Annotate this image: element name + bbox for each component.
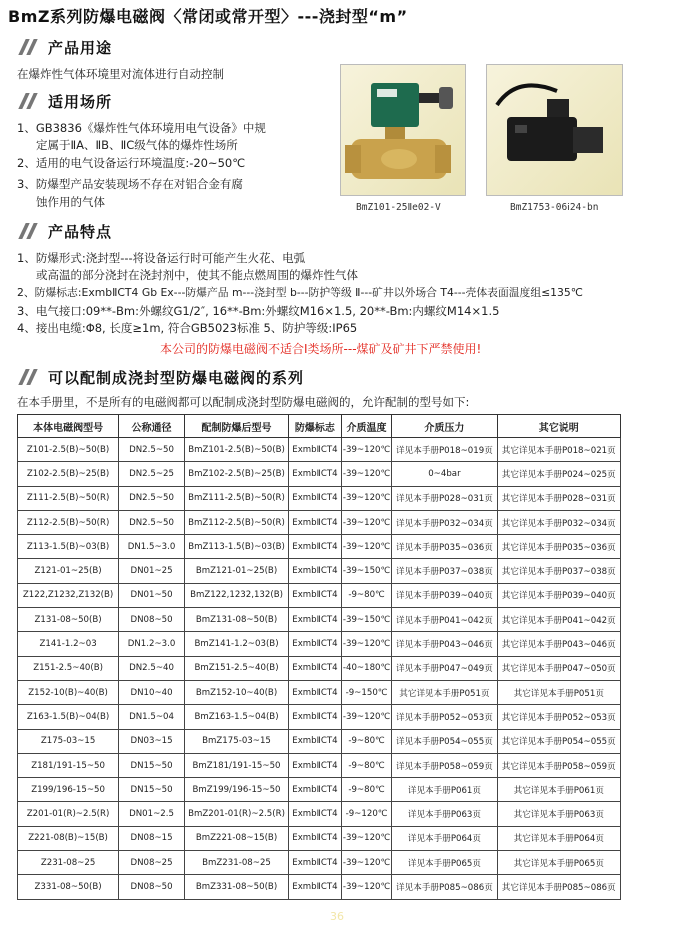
table-row [18,510,621,534]
table-cell: BmZ122,1232,132(B) [184,583,288,607]
table-cell: -39~150℃ [341,608,392,632]
table-cell: ExmbⅡCT4 [289,753,342,777]
table-cell: 详见本手册P032~034页 [392,510,497,534]
table-cell: Z231-08~25 [18,851,119,875]
column-header: 介质温度 [341,415,392,438]
table-row [18,486,621,510]
table-cell: 其它详见本手册P039~040页 [497,583,620,607]
product-photo-left [340,64,466,196]
table-cell: Z181/191-15~50 [18,753,119,777]
table-cell: Z201-01(R)~2.5(R) [18,802,119,826]
table-cell: 详见本手册P065页 [392,851,497,875]
table-row [18,462,621,486]
table-cell: -9~80℃ [341,753,392,777]
features-line: 2、防爆标志:ExmbⅡCT4 Gb Ex---防爆产品 m---浇封型 b---防护等级 Ⅱ---矿井以外场合 T4---壳体表面温度组≤135℃ [17,286,583,299]
table-row [18,535,621,559]
valve-illustration-icon [341,65,465,195]
section-heading-usage [18,36,112,58]
table-cell: 详见本手册P039~040页 [392,583,497,607]
table-cell: DN2.5~50 [119,438,185,462]
table-cell: BmZ152-10~40(B) [184,680,288,704]
table-cell: DN2.5~40 [119,656,185,680]
table-cell: 详见本手册P061页 [392,778,497,802]
features-line: 4、接出电缆:Φ8, 长度≥1m, 符合GB5023标准 5、防护等级:IP65 [17,321,358,335]
table-cell: 详见本手册P058~059页 [392,753,497,777]
table-row [18,583,621,607]
table-cell: Z199/196-15~50 [18,778,119,802]
table-cell: BmZ111-2.5(B)~50(R) [184,486,288,510]
table-cell: -39~150℃ [341,559,392,583]
table-cell: 其它详见本手册P028~031页 [497,486,620,510]
table-cell: 详见本手册P043~046页 [392,632,497,656]
table-cell: 其它详见本手册P051页 [392,680,497,704]
section-bars-icon [18,223,40,239]
table-cell: -9~80℃ [341,583,392,607]
table-cell: BmZ231-08~25 [184,851,288,875]
table-cell: 其它详见本手册P061页 [497,778,620,802]
table-cell: Z331-08~50(B) [18,875,119,899]
table-cell: ExmbⅡCT4 [289,559,342,583]
table-cell: 其它详见本手册P085~086页 [497,875,620,899]
table-cell: ExmbⅡCT4 [289,535,342,559]
table-row [18,826,621,850]
table-cell: 其它详见本手册P051页 [497,680,620,704]
table-row [18,608,621,632]
product-photo-right [486,64,623,196]
table-cell: BmZ181/191-15~50 [184,753,288,777]
table-cell: ExmbⅡCT4 [289,802,342,826]
table-cell: BmZ201-01(R)~2.5(R) [184,802,288,826]
table-cell: BmZ101-2.5(B)~50(B) [184,438,288,462]
table-cell: -9~120℃ [341,802,392,826]
table-cell: Z221-08(B)~15(B) [18,826,119,850]
table-cell: BmZ151-2.5~40(B) [184,656,288,680]
table-cell: 其它详见本手册P041~042页 [497,608,620,632]
table-cell: ExmbⅡCT4 [289,462,342,486]
table-cell: ExmbⅡCT4 [289,438,342,462]
table-row [18,729,621,753]
table-cell: ExmbⅡCT4 [289,486,342,510]
table-cell: -39~120℃ [341,486,392,510]
table-cell: 其它详见本手册P032~034页 [497,510,620,534]
table-cell: 0~4bar [392,462,497,486]
table-cell: DN10~40 [119,680,185,704]
table-cell: DN08~25 [119,851,185,875]
table-cell: ExmbⅡCT4 [289,851,342,875]
table-cell: BmZ163-1.5~04(B) [184,705,288,729]
table-cell: Z151-2.5~40(B) [18,656,119,680]
table-cell: 其它详见本手册P024~025页 [497,462,620,486]
table-cell: ExmbⅡCT4 [289,608,342,632]
column-header: 公称通径 [119,415,185,438]
table-cell: DN08~15 [119,826,185,850]
column-header: 配制防爆后型号 [184,415,288,438]
table-header-row [18,415,621,438]
table-cell: 详见本手册P052~053页 [392,705,497,729]
table-cell: 其它详见本手册P052~053页 [497,705,620,729]
places-line: 定属于ⅡA、ⅡB、ⅡC级气体的爆炸性场所 [36,138,238,152]
table-cell: -39~120℃ [341,510,392,534]
table-cell: 详见本手册P041~042页 [392,608,497,632]
table-cell: BmZ199/196-15~50 [184,778,288,802]
table-cell: BmZ141-1.2~03(B) [184,632,288,656]
table-cell: 详见本手册P028~031页 [392,486,497,510]
table-cell: -9~80℃ [341,729,392,753]
table-cell: 其它详见本手册P054~055页 [497,729,620,753]
table-cell: 其它详见本手册P065页 [497,851,620,875]
table-cell: -39~120℃ [341,632,392,656]
table-cell: 其它详见本手册P035~036页 [497,535,620,559]
table-cell: 其它详见本手册P063页 [497,802,620,826]
table-cell: 详见本手册P047~049页 [392,656,497,680]
table-body [18,438,621,900]
table-cell: Z175-03~15 [18,729,119,753]
table-cell: ExmbⅡCT4 [289,656,342,680]
photo-caption-left: BmZ101-25Ⅱe02-V [356,202,441,213]
page-number: 36 [330,910,344,923]
table-cell: DN2.5~50 [119,510,185,534]
section-heading-label: 可以配制成浇封型防爆电磁阀的系列 [48,368,305,387]
table-row [18,753,621,777]
table-cell: DN15~50 [119,753,185,777]
section-heading-places [18,90,112,112]
table-cell: DN08~50 [119,608,185,632]
table-row [18,656,621,680]
table-cell: ExmbⅡCT4 [289,729,342,753]
table-cell: -39~120℃ [341,535,392,559]
table-cell: Z163-1.5(B)~04(B) [18,705,119,729]
table-cell: DN08~50 [119,875,185,899]
table-cell: 其它详见本手册P058~059页 [497,753,620,777]
table-cell: DN03~15 [119,729,185,753]
table-cell: -9~80℃ [341,778,392,802]
table-cell: BmZ131-08~50(B) [184,608,288,632]
table-cell: BmZ121-01~25(B) [184,559,288,583]
table-cell: BmZ113-1.5(B)~03(B) [184,535,288,559]
features-line: 3、电气接口:09**-Bm:外螺纹G1/2″, 16**-Bm:外螺纹M16×1.5, 20**-Bm:内螺纹M14×1.5 [17,304,500,318]
table-cell: 详见本手册P085~086页 [392,875,497,899]
section-heading-series [18,366,304,388]
places-line: 1、GB3836《爆炸性气体环境用电气设备》中规 [17,121,266,135]
table-row [18,875,621,899]
table-cell: BmZ112-2.5(B)~50(R) [184,510,288,534]
table-cell: ExmbⅡCT4 [289,680,342,704]
table-cell: DN1.2~3.0 [119,632,185,656]
photo-caption-right: BmZ1753-06ⅰ24-bn [510,202,599,213]
table-cell: Z131-08~50(B) [18,608,119,632]
table-cell: -39~120℃ [341,826,392,850]
table-cell: -39~120℃ [341,462,392,486]
table-cell: 详见本手册P064页 [392,826,497,850]
table-cell: 其它详见本手册P037~038页 [497,559,620,583]
section-heading-label: 产品特点 [48,222,113,241]
table-row [18,778,621,802]
table-cell: ExmbⅡCT4 [289,583,342,607]
table-cell: 其它详见本手册P064页 [497,826,620,850]
table-cell: 详见本手册P037~038页 [392,559,497,583]
table-cell: DN1.5~3.0 [119,535,185,559]
table-cell: 详见本手册P035~036页 [392,535,497,559]
places-line: 2、适用的电气设备运行环境温度:-20~50℃ [17,156,246,170]
table-cell: ExmbⅡCT4 [289,875,342,899]
table-row [18,680,621,704]
table-cell: 其它详见本手册P047~050页 [497,656,620,680]
section-heading-label: 适用场所 [48,92,113,111]
table-cell: -39~120℃ [341,875,392,899]
table-cell: 详见本手册P054~055页 [392,729,497,753]
table-cell: BmZ221-08~15(B) [184,826,288,850]
section-heading-features [18,220,112,242]
table-row [18,802,621,826]
table-cell: Z122,Z1232,Z132(B) [18,583,119,607]
table-cell: Z113-1.5(B)~03(B) [18,535,119,559]
model-table [17,414,621,900]
table-row [18,705,621,729]
table-cell: 其它详见本手册P018~021页 [497,438,620,462]
table-cell: -39~120℃ [341,851,392,875]
table-cell: BmZ175-03~15 [184,729,288,753]
warning-notice: 本公司的防爆电磁阀不适合Ⅰ类场所---煤矿及矿井下严禁使用! [160,342,482,356]
table-cell: Z152-10(B)~40(B) [18,680,119,704]
table-cell: ExmbⅡCT4 [289,632,342,656]
table-cell: Z101-2.5(B)~50(B) [18,438,119,462]
table-cell: ExmbⅡCT4 [289,778,342,802]
column-header: 本体电磁阀型号 [18,415,119,438]
table-row [18,438,621,462]
section-bars-icon [18,93,40,109]
column-header: 其它说明 [497,415,620,438]
table-cell: Z121-01~25(B) [18,559,119,583]
table-cell: BmZ102-2.5(B)~25(B) [184,462,288,486]
table-cell: -39~120℃ [341,705,392,729]
table-cell: DN01~50 [119,583,185,607]
table-cell: ExmbⅡCT4 [289,510,342,534]
section-heading-label: 产品用途 [48,38,113,57]
table-row [18,559,621,583]
table-cell: DN1.5~04 [119,705,185,729]
table-cell: ExmbⅡCT4 [289,705,342,729]
table-cell: ExmbⅡCT4 [289,826,342,850]
section-bars-icon [18,39,40,55]
table-cell: DN2.5~50 [119,486,185,510]
table-cell: Z112-2.5(B)~50(R) [18,510,119,534]
table-cell: 其它详见本手册P043~046页 [497,632,620,656]
table-cell: Z141-1.2~03 [18,632,119,656]
page-title: BmZ系列防爆电磁阀〈常闭或常开型〉---浇封型“m” [8,7,408,26]
table-cell: DN01~25 [119,559,185,583]
table-row [18,632,621,656]
table-cell: 详见本手册P063页 [392,802,497,826]
table-cell: DN2.5~25 [119,462,185,486]
table-cell: 详见本手册P018~019页 [392,438,497,462]
table-row [18,851,621,875]
table-cell: DN15~50 [119,778,185,802]
table-cell: Z102-2.5(B)~25(B) [18,462,119,486]
section-bars-icon [18,369,40,385]
features-line: 或高温的部分浇封在浇封剂中，使其不能点燃周围的爆炸性气体 [36,268,358,282]
column-header: 介质压力 [392,415,497,438]
valve-illustration-icon [487,65,622,195]
table-cell: Z111-2.5(B)~50(R) [18,486,119,510]
column-header: 防爆标志 [289,415,342,438]
usage-line: 在爆炸性气体环境里对流体进行自动控制 [17,67,224,81]
places-line: 3、防爆型产品安装现场不存在对铝合金有腐 [17,177,243,191]
table-cell: DN01~2.5 [119,802,185,826]
series-intro: 在本手册里，不是所有的电磁阀都可以配制成浇封型防爆电磁阀的，允许配制的型号如下: [17,395,470,409]
table-cell: -9~150℃ [341,680,392,704]
table-cell: -40~180℃ [341,656,392,680]
table-cell: -39~120℃ [341,438,392,462]
features-line: 1、防爆形式:浇封型---将设备运行时可能产生火花、电弧 [17,251,306,265]
places-line: 蚀作用的气体 [36,195,105,209]
table-cell: BmZ331-08~50(B) [184,875,288,899]
